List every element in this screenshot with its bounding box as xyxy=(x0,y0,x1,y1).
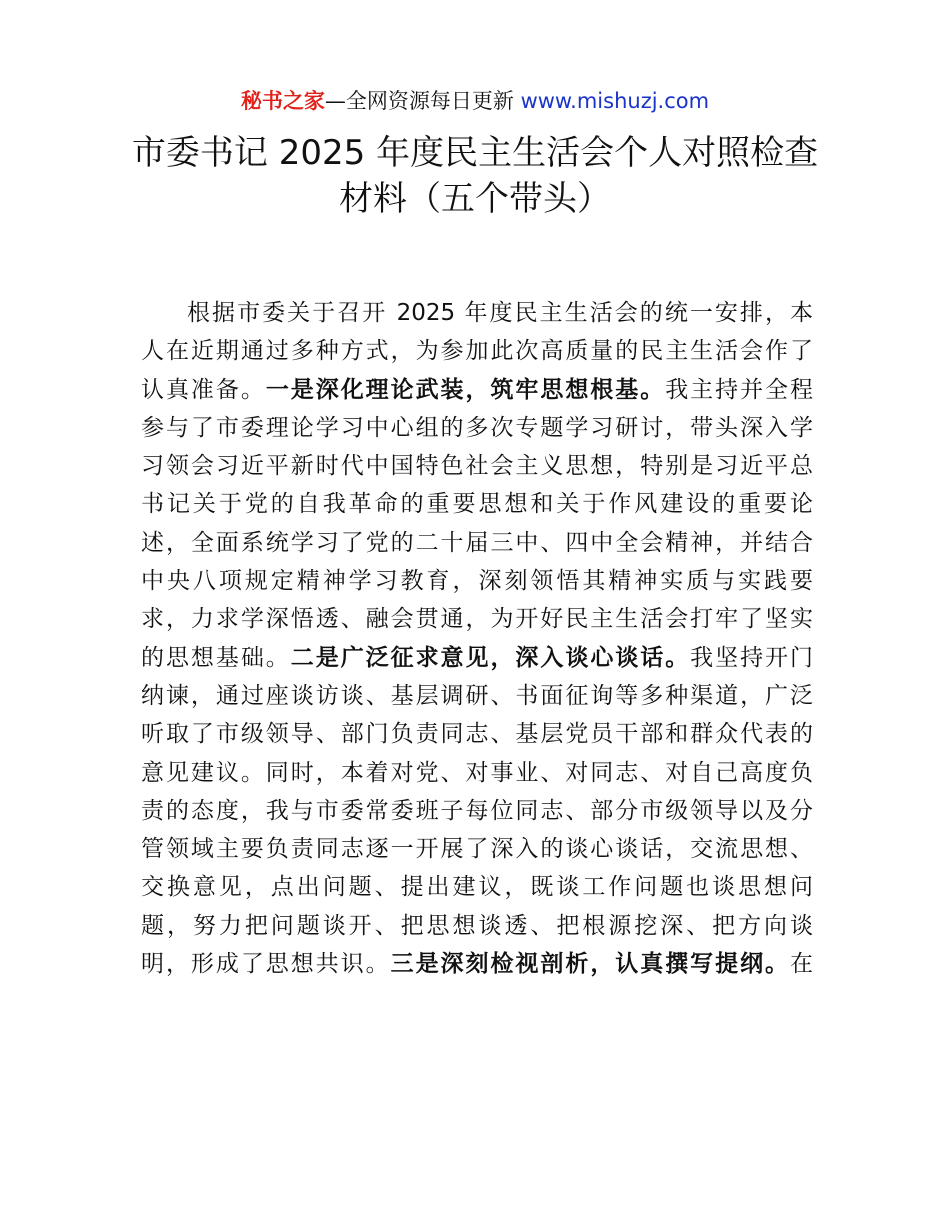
body-line: 责的态度，我与市委常委班子每位同志、部分市级领导以及分 xyxy=(141,797,813,824)
body-text-segment: 明，形成了思想共识。 xyxy=(141,951,391,978)
body-line: 纳谏，通过座谈访谈、基层调研、书面征询等多种渠道，广泛 xyxy=(141,682,813,709)
body-text-segment: 认真准备。 xyxy=(141,376,266,403)
body-text-segment: 在 xyxy=(790,951,814,978)
site-header xyxy=(0,86,950,116)
body-line: 中央八项规定精神学习教育，深刻领悟其精神实质与实践要 xyxy=(141,568,813,595)
section-heading-2: 二是广泛征求意见，深入谈心谈话。 xyxy=(290,644,691,671)
body-line: 题，努力把问题谈开、把思想谈透、把根源挖深、把方向谈 xyxy=(141,912,813,939)
body-text-segment: 的思想基础。 xyxy=(141,644,291,671)
document-title xyxy=(100,130,850,222)
site-url-link[interactable]: www.mishuzj.com xyxy=(520,89,710,113)
body-line: 书记关于党的自我革命的重要思想和关于作风建设的重要论 xyxy=(141,491,813,518)
body-line: 根据市委关于召开 2025 年度民主生活会的统一安排，本 xyxy=(187,300,813,326)
body-line xyxy=(141,945,813,983)
title-line-1: 市委书记 2025 年度民主生活会个人对照检查 xyxy=(131,133,819,173)
body-line: 求，力求学深悟透、融会贯通，为开好民主生活会打牢了坚实 xyxy=(141,606,813,633)
body-line: 听取了市级领导、部门负责同志、基层党员干部和群众代表的 xyxy=(141,721,813,748)
body-line: 意见建议。同时，本着对党、对事业、对同志、对自己高度负 xyxy=(141,759,813,786)
body-line: 参与了市委理论学习中心组的多次专题学习研讨，带头深入学 xyxy=(141,414,813,441)
body-line: 述，全面系统学习了党的二十届三中、四中全会精神，并结合 xyxy=(141,529,813,556)
body-text-segment: 我坚持开门 xyxy=(690,644,814,671)
body-line: 管领域主要负责同志逐一开展了深入的谈心谈话，交流思想、 xyxy=(141,836,813,863)
section-heading-1: 一是深化理论武装，筑牢思想根基。 xyxy=(265,376,666,403)
header-tagline: —全网资源每日更新 xyxy=(324,89,521,113)
body-line xyxy=(141,371,813,409)
body-line: 习领会习近平新时代中国特色社会主义思想，特别是习近平总 xyxy=(141,453,813,480)
section-heading-3: 三是深刻检视剖析，认真撰写提纲。 xyxy=(390,951,791,978)
body-line: 人在近期通过多种方式，为参加此次高质量的民主生活会作了 xyxy=(141,338,813,365)
title-line-2: 材料（五个带头） xyxy=(339,179,611,219)
body-line xyxy=(141,639,813,677)
body-text-segment: 我主持并全程 xyxy=(665,376,814,403)
brand-name: 秘书之家 xyxy=(240,89,325,113)
body-line: 交换意见，点出问题、提出建议，既谈工作问题也谈思想问 xyxy=(141,874,813,901)
body-paragraph xyxy=(141,294,813,983)
